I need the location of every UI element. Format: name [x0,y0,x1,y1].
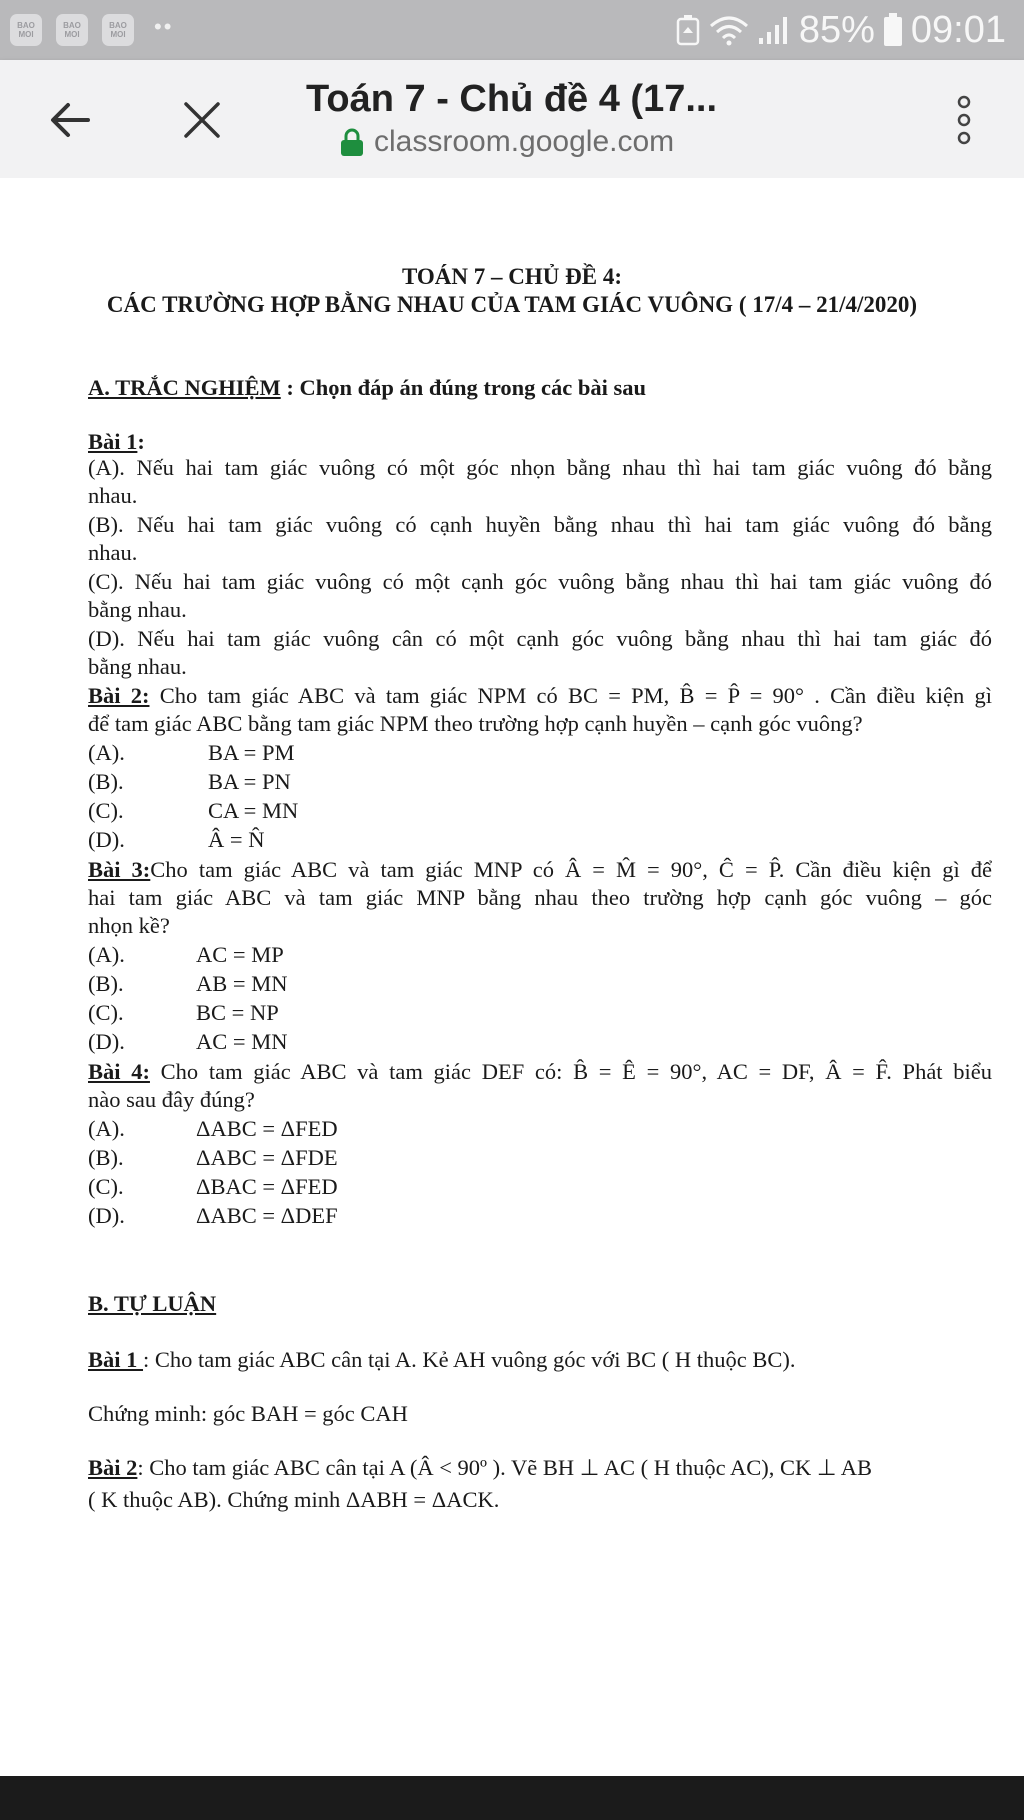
bai3-question-line3: nhọn kề? [88,913,170,938]
bai3-option: (A). AC = MP [88,942,284,967]
bai1-line: (D). Nếu hai tam giác vuông cân có một cạnh góc vuông bằng nhau thì hai tam giác đó [88,626,992,651]
bai4-question: Bài 4: Cho tam giác ABC và tam giác DEF có: B̂ = Ê = 90°, AC = DF, Â = F̂. Phát biểu [88,1059,992,1084]
back-button[interactable] [40,90,100,150]
back-arrow-icon [46,96,94,144]
bai2-question-line2: để tam giác ABC bằng tam giác NPM theo trường hợp cạnh huyền – cạnh góc vuông? [88,711,863,736]
bai2-option: (B). BA = PN [88,769,291,794]
battery-saver-icon [675,14,701,46]
bai1-line: (B). Nếu hai tam giác vuông có cạnh huyền bằng nhau thì hai tam giác vuông đó bằng [88,512,992,537]
bai1-line: (A). Nếu hai tam giác vuông có một góc nhọn bằng nhau thì hai tam giác vuông đó bằng [88,455,992,480]
bai4-question-line2: nào sau đây đúng? [88,1087,255,1112]
more-vertical-icon [954,94,974,146]
bai3-option: (D). AC = MN [88,1029,288,1054]
battery-percent: 85% [798,8,875,51]
bai3-question-line2: hai tam giác ABC và tam giác MNP bằng nhau theo trường hợp cạnh góc vuông – góc [88,885,992,910]
bai1-label: Bài 1: [88,429,145,454]
tu-luan-bai1: Bài 1 : Cho tam giác ABC cân tại A. Kẻ AH vuông góc với BC ( H thuộc BC). [88,1347,796,1372]
notification-app-icon: BAO MOI [10,14,42,46]
navigation-bar [0,1776,1024,1820]
wifi-icon [709,14,749,46]
browser-toolbar [0,60,1024,178]
lock-icon [340,128,364,156]
bai2-option: (C). CA = MN [88,798,299,823]
bai1-line: bằng nhau. [88,597,187,622]
bai3-option: (B). AB = MN [88,971,288,996]
bai2-option: (D). Â = N̂ [88,827,265,852]
close-tab-button[interactable] [172,90,232,150]
url-text: classroom.google.com [374,125,675,158]
bai2-option: (A). BA = PM [88,740,295,765]
tu-luan-bai1-prove: Chứng minh: góc BAH = góc CAH [88,1401,408,1426]
bai1-line: nhau. [88,483,138,508]
bai4-option: (B). ΔABC = ΔFDE [88,1145,338,1170]
overflow-menu-button[interactable] [934,90,994,150]
doc-subtitle: CÁC TRƯỜNG HỢP BẰNG NHAU CỦA TAM GIÁC VUÔNG ( 17/4 – 21/4/2020) [106,292,918,317]
section-a-heading: A. TRẮC NGHIỆM : Chọn đáp án đúng trong các bài sau [88,375,647,400]
document-page [0,178,1024,1778]
bai1-line: (C). Nếu hai tam giác vuông có một cạnh góc vuông bằng nhau thì hai tam giác vuông đó [88,569,992,594]
battery-icon [883,13,903,47]
bai4-option: (D). ΔABC = ΔDEF [88,1203,338,1228]
page-title-area[interactable] [306,78,906,159]
notification-app-icon: BAO MOI [102,14,134,46]
bai2-question: Bài 2: Cho tam giác ABC và tam giác NPM có BC = PM, B̂ = P̂ = 90° . Cần điều kiện gì [88,683,992,708]
bai4-option: (A). ΔABC = ΔFED [88,1116,338,1141]
signal-icon [757,14,791,46]
bai1-line: bằng nhau. [88,654,187,679]
tu-luan-bai2-line2: ( K thuộc AB). Chứng minh ΔABH = ΔACK. [88,1487,500,1512]
doc-title: TOÁN 7 – CHỦ ĐỀ 4: [401,264,622,289]
notification-app-icon: BAO MOI [56,14,88,46]
page-title: Toán 7 - Chủ đề 4 (17... [306,78,718,120]
tu-luan-bai2: Bài 2: Cho tam giác ABC cân tại A (Â < 90º ). Vẽ BH ⊥ AC ( H thuộc AC), CK ⊥ AB [88,1455,873,1480]
more-notifications-indicator: •• [154,14,174,39]
close-icon [180,98,224,142]
bai1-line: nhau. [88,540,138,565]
clock: 09:01 [910,8,1006,51]
bai3-option: (C). BC = NP [88,1000,279,1025]
bai4-option: (C). ΔBAC = ΔFED [88,1174,338,1199]
bai3-question: Bài 3:Cho tam giác ABC và tam giác MNP có Â = M̂ = 90°, Ĉ = P̂. Cần điều kiện gì để [88,857,992,882]
status-bar [0,0,1024,60]
section-b-heading: B. TỰ LUẬN [88,1291,217,1316]
